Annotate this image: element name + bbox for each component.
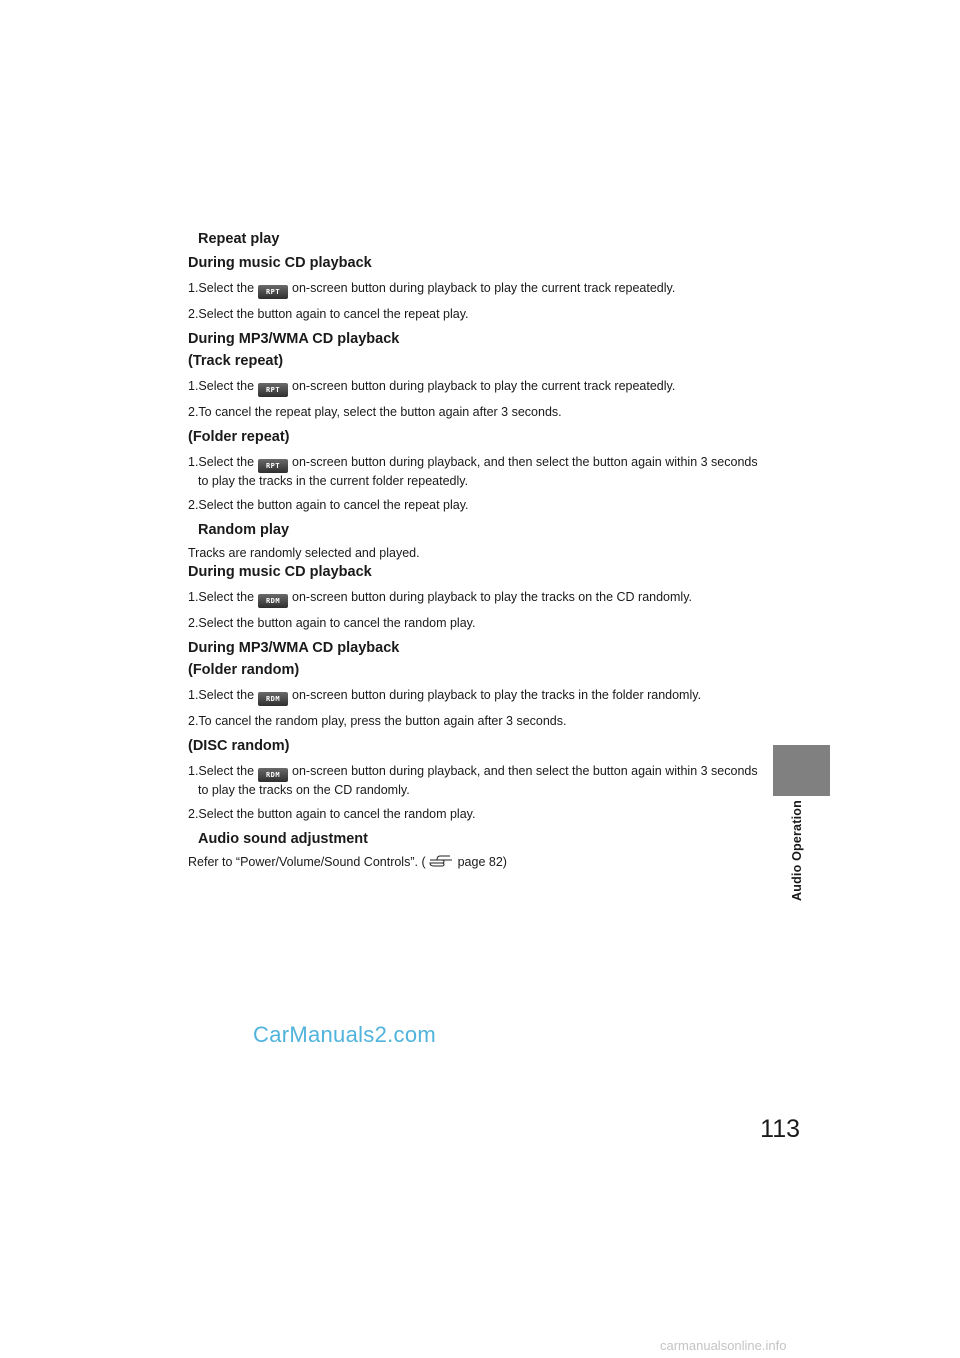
- step-disc-random-2: 2.Select the button again to cancel the random play.: [188, 807, 476, 821]
- step-track-repeat-2: 2.To cancel the repeat play, select the button again after 3 seconds.: [188, 405, 562, 419]
- step-track-repeat-1: 1.Select the RPT on-screen button during playback to play the current track repeatedly.: [188, 378, 758, 397]
- rdm-button-icon: RDM: [258, 692, 288, 706]
- step-disc-random-1: 1.Select the RDM on-screen button during playback, and then select the button again within 3 seconds to play the tracks on the CD randomly.: [188, 764, 758, 797]
- page-number: 113: [760, 1115, 800, 1143]
- step-folder-random-1: 1.Select the RDM on-screen button during playback to play the tracks in the folder randomly.: [188, 687, 758, 706]
- side-tab-label: Audio Operation: [790, 800, 804, 901]
- heading-folder-random: (Folder random): [188, 662, 300, 678]
- side-tab-marker: [773, 745, 830, 796]
- rpt-button-icon: RPT: [258, 459, 288, 473]
- hand-pointer-icon: [428, 855, 456, 867]
- heading-disc-random: (DISC random): [188, 738, 290, 754]
- rpt-button-icon: RPT: [258, 285, 288, 299]
- main-content: [188, 230, 758, 872]
- heading-repeat-cd: During music CD playback: [188, 255, 372, 271]
- step-random-cd-1: 1.Select the RDM on-screen button during playback to play the tracks on the CD randomly.: [188, 589, 758, 608]
- section-title-sound: Audio sound adjustment: [198, 831, 368, 847]
- watermark-carmanualsonline: carmanualsonline.info: [660, 1338, 787, 1353]
- section-title-repeat: Repeat play: [198, 231, 280, 247]
- rdm-button-icon: RDM: [258, 768, 288, 782]
- step-folder-random-2: 2.To cancel the random play, press the button again after 3 seconds.: [188, 714, 567, 728]
- heading-random-cd: During music CD playback: [188, 564, 372, 580]
- step-repeat-cd-1: 1.Select the RPT on-screen button during playback to play the current track repeatedly.: [188, 280, 758, 299]
- step-folder-repeat-2: 2.Select the button again to cancel the repeat play.: [188, 498, 469, 512]
- sound-reference: Refer to “Power/Volume/Sound Controls”. ( page 82): [188, 855, 507, 869]
- heading-repeat-mp3: During MP3/WMA CD playback: [188, 331, 400, 347]
- step-random-cd-2: 2.Select the button again to cancel the random play.: [188, 616, 476, 630]
- heading-folder-repeat: (Folder repeat): [188, 429, 290, 445]
- section-title-random: Random play: [198, 522, 290, 538]
- watermark-carmanuals2: CarManuals2.com: [253, 1022, 437, 1047]
- heading-random-mp3: During MP3/WMA CD playback: [188, 640, 400, 656]
- rdm-button-icon: RDM: [258, 594, 288, 608]
- step-folder-repeat-1: 1.Select the RPT on-screen button during playback, and then select the button again within 3 seconds to play the tracks in the current folder repeatedly.: [188, 455, 758, 488]
- rpt-button-icon: RPT: [258, 383, 288, 397]
- random-intro: Tracks are randomly selected and played.: [188, 546, 420, 560]
- heading-track-repeat: (Track repeat): [188, 353, 284, 369]
- step-repeat-cd-2: 2.Select the button again to cancel the repeat play.: [188, 307, 469, 321]
